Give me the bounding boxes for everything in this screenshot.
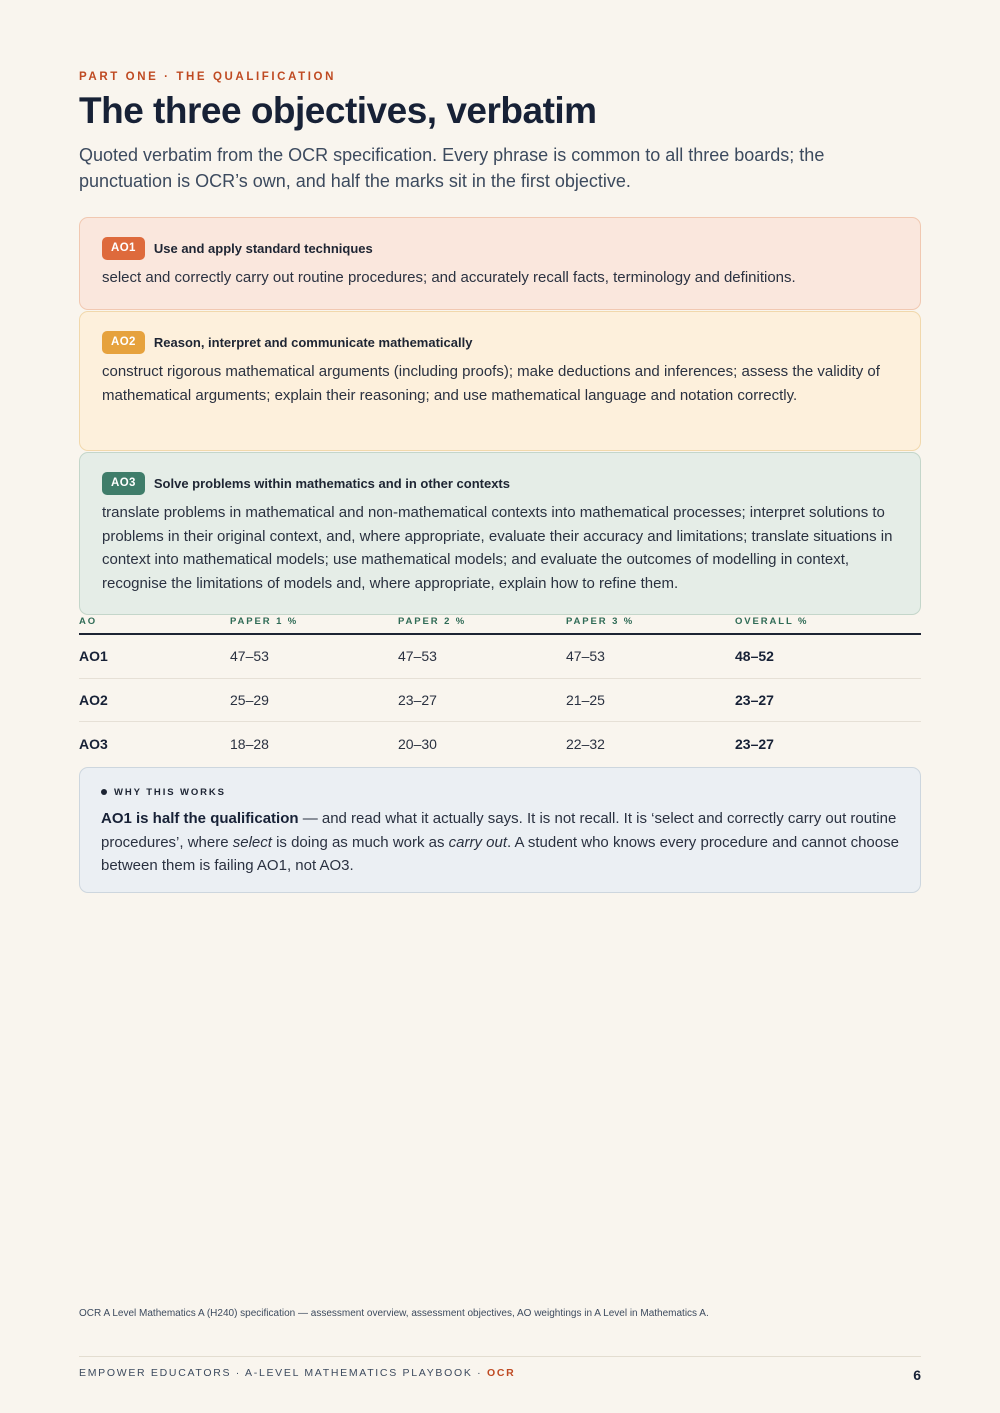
column-header: PAPER 1 %	[230, 616, 299, 627]
section-kicker: PART ONE · THE QUALIFICATION	[79, 71, 337, 83]
table-header-row	[79, 616, 921, 635]
callout-lead: AO1 is half the qualification	[101, 810, 299, 827]
table-cell: 25–29	[230, 691, 269, 708]
column-header: AO	[79, 616, 98, 627]
footer-brand	[79, 1367, 515, 1383]
source-note: OCR A Level Mathematics A (H240) specification — assessment overview, assessment objectives, AO weightings in A Level in Mathematics A.	[79, 1308, 709, 1319]
table-cell: AO3	[79, 735, 108, 752]
objective-card-ao3	[79, 452, 921, 615]
objective-name: Solve problems within mathematics and in other contexts	[153, 476, 510, 491]
table-cell: AO1	[79, 648, 108, 665]
callout-text: . A student who knows every procedure and cannot choose between them is failing AO1, not AO3.	[101, 833, 899, 875]
objective-card-ao2	[79, 311, 921, 451]
callout-text: is doing as much work as	[271, 833, 449, 851]
table-row	[79, 679, 921, 723]
objective-badge: AO1	[102, 237, 145, 260]
table-cell: AO2	[79, 691, 108, 708]
intro-paragraph: Quoted verbatim from the OCR specification. Every phrase is common to all three boards; the punctuation is OCR’s own, and half the marks sit in the first objective.	[79, 145, 825, 191]
bullet-dot-icon	[101, 789, 107, 795]
callout-body	[101, 807, 899, 878]
table-cell: 47–53	[398, 648, 437, 665]
footer-brand-text: EMPOWER EDUCATORS · A-LEVEL MATHEMATICS PLAYBOOK ·	[79, 1367, 487, 1379]
table-cell: 48–52	[735, 648, 774, 665]
table-row	[79, 722, 921, 766]
table-cell: 23–27	[735, 735, 774, 752]
table-cell: 23–27	[398, 691, 437, 708]
objective-card-ao1	[79, 217, 921, 310]
column-header: PAPER 3 %	[566, 616, 635, 627]
column-header: PAPER 2 %	[398, 616, 467, 627]
callout-label: WHY THIS WORKS	[114, 786, 226, 798]
table-cell: 23–27	[735, 691, 774, 708]
table-row	[79, 635, 921, 679]
objective-name: Reason, interpret and communicate mathematically	[153, 335, 473, 350]
table-cell: 21–25	[566, 691, 605, 708]
table-cell: 22–32	[566, 735, 605, 752]
table-cell: 47–53	[566, 648, 605, 665]
column-header: OVERALL %	[735, 616, 809, 627]
objective-name: Use and apply standard techniques	[153, 241, 373, 256]
page-number: 6	[913, 1367, 921, 1383]
table-cell: 47–53	[230, 648, 269, 665]
objective-badge: AO3	[102, 472, 145, 495]
objective-description: construct rigorous mathematical arguments (including proofs); make deductions and inferences; assess the validity of mathematical arguments; explain their reasoning; and use mathematical language and notation correctly.	[102, 363, 880, 404]
table-cell: 20–30	[398, 735, 437, 752]
footer-divider	[79, 1356, 921, 1357]
objective-badge: AO2	[102, 331, 145, 354]
footer-brand-accent: OCR	[486, 1367, 516, 1379]
table-cell: 18–28	[230, 735, 269, 752]
callout-emphasis: carry out	[448, 833, 508, 851]
weightings-table	[79, 616, 921, 766]
page-title: The three objectives, verbatim	[79, 90, 597, 131]
why-this-works-callout	[79, 767, 921, 893]
callout-text: — and read what it actually says. It is not recall. It is ‘select and correctly carry out routine procedures’, where	[101, 810, 897, 851]
page-footer	[79, 1367, 921, 1383]
objective-description: select and correctly carry out routine procedures; and accurately recall facts, terminology and definitions.	[102, 269, 796, 286]
callout-emphasis: select	[232, 833, 272, 851]
objective-description: translate problems in mathematical and non-mathematical contexts into mathematical processes; interpret solutions to problems in their original context, and, where appropriate, evaluate their accuracy and limitations; translate situations in context into mathematical models; use mathematical models; and evaluate the outcomes of modelling in context, recognise the limitations of models and, where appropriate, explain how to refine them.	[102, 504, 893, 593]
